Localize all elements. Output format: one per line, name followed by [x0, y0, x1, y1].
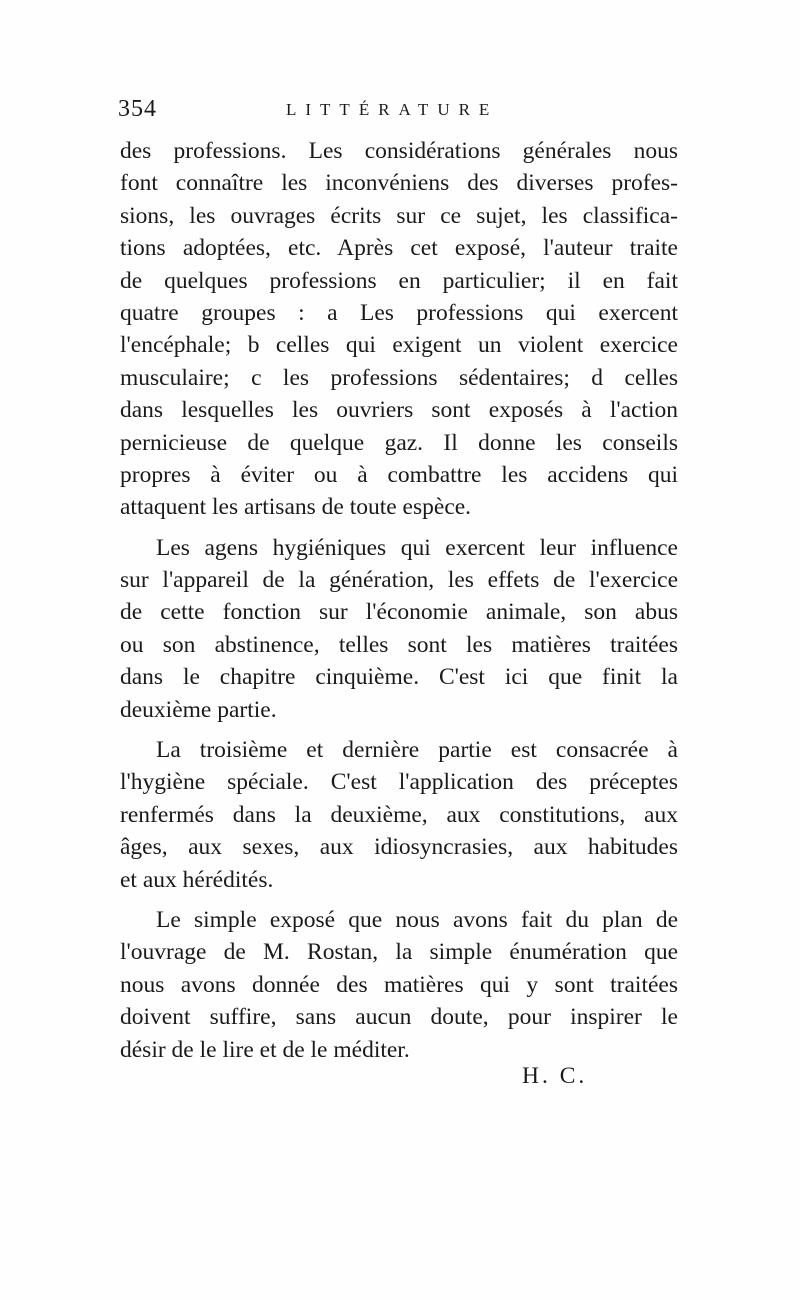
- text-line: deuxième partie.: [120, 696, 277, 723]
- text-line: l'ouvrage de M. Rostan, la simple énumération que: [120, 939, 678, 966]
- paragraph-spacer: [120, 524, 678, 532]
- text-line: pernicieuse de quelque gaz. Il donne les conseils: [120, 429, 678, 456]
- text-line: de cette fonction sur l'économie animale, son abus: [120, 599, 678, 626]
- text-line: quatre groupes : a Les professions qui exercent: [120, 299, 678, 326]
- text-line: font connaître les inconvéniens des diverses profes-: [120, 170, 678, 197]
- text-line: nous avons donnée des matières qui y sont traitées: [120, 971, 678, 998]
- text-line: dans le chapitre cinquième. C'est ici que finit la: [120, 664, 678, 691]
- text-line: tions adoptées, etc. Après cet exposé, l'auteur traite: [120, 235, 678, 262]
- text-line: l'encéphale; b celles qui exigent un violent exercice: [120, 332, 678, 359]
- paragraph-3: [120, 734, 678, 896]
- paragraph-1: [120, 135, 678, 524]
- text-line: Le simple exposé que nous avons fait du plan de: [156, 906, 678, 933]
- text-line: doivent suffire, sans aucun doute, pour inspirer le: [120, 1004, 678, 1031]
- text-line: ou son abstinence, telles sont les matières traitées: [120, 631, 678, 658]
- text-line: musculaire; c les professions sédentaires; d celles: [120, 364, 678, 391]
- text-line: Les agens hygiéniques qui exercent leur influence: [156, 534, 678, 561]
- body-text: [120, 135, 678, 1066]
- text-line: propres à éviter ou à combattre les accidens qui: [120, 461, 678, 488]
- text-line: attaquent les artisans de toute espèce.: [120, 494, 472, 521]
- text-line: désir de le lire et de le méditer.: [120, 1036, 410, 1063]
- paragraph-spacer: [120, 896, 678, 904]
- page-number: 354: [118, 96, 157, 122]
- text-line: sions, les ouvrages écrits sur ce sujet, les classifica-: [120, 202, 678, 229]
- page-header: [118, 96, 678, 126]
- text-line: l'hygiène spéciale. C'est l'application des préceptes: [120, 769, 678, 796]
- paragraph-4: [120, 904, 678, 1066]
- text-line: renfermés dans la deuxième, aux constitutions, aux: [120, 801, 678, 828]
- text-line: âges, aux sexes, aux idiosyncrasies, aux habitudes: [120, 834, 678, 861]
- author-signature: H. C.: [522, 1063, 588, 1089]
- text-line: sur l'appareil de la génération, les effets de l'exercice: [120, 567, 678, 594]
- text-line: de quelques professions en particulier; il en fait: [120, 267, 678, 294]
- paragraph-2: [120, 532, 678, 726]
- text-line: des professions. Les considérations générales nous: [120, 138, 678, 164]
- paragraph-spacer: [120, 726, 678, 734]
- text-line: et aux hérédités.: [120, 866, 274, 893]
- text-line: dans lesquelles les ouvriers sont exposés à l'action: [120, 397, 678, 424]
- text-line: La troisième et dernière partie est consacrée à: [156, 737, 678, 764]
- running-title: LITTÉRATURE: [286, 100, 499, 119]
